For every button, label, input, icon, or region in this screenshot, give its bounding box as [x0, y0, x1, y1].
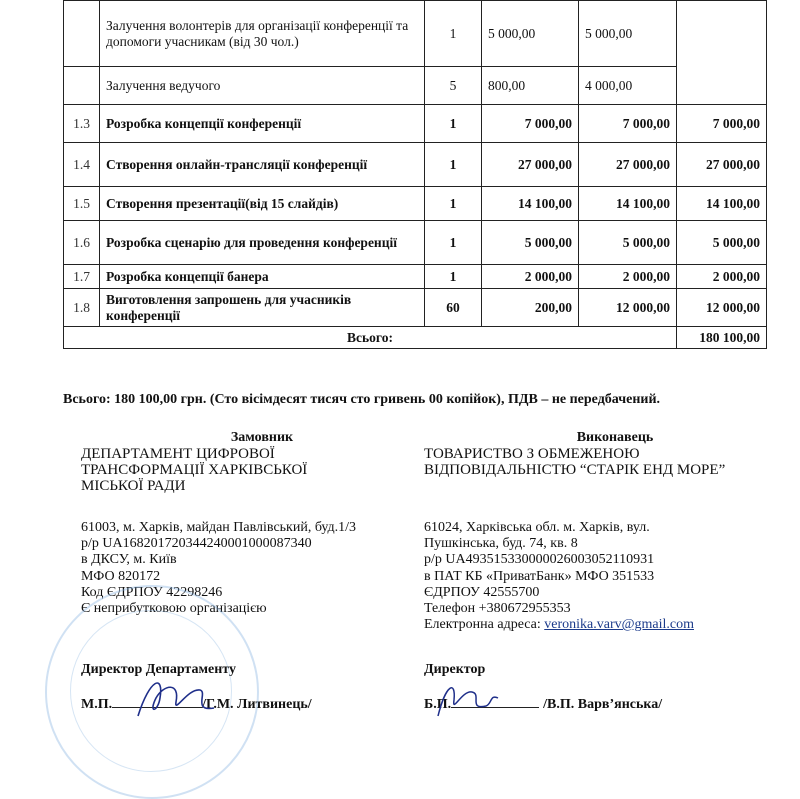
customer-mp: М.П. — [81, 697, 113, 712]
unit-price: 14 100,00 — [482, 187, 579, 221]
item-total: 2 000,00 — [677, 265, 767, 289]
customer-signature-line — [81, 697, 312, 713]
customer-requisites — [81, 520, 356, 617]
table-row — [64, 1, 767, 67]
quantity: 5 — [425, 67, 482, 105]
customer-address: 61003, м. Харків, майдан Павлівський, буд.1/3 — [81, 520, 357, 535]
contractor-phone: Телефон +380672955353 — [424, 601, 571, 617]
service-name: Розробка сценарію для проведення конференції — [100, 221, 425, 265]
contractor-email-line — [424, 617, 694, 633]
contractor-email-link[interactable]: veronika.varv@gmail.com — [544, 617, 694, 633]
contractor-address-2: Пушкінська, буд. 74, кв. 8 — [424, 536, 578, 552]
quantity: 1 — [425, 187, 482, 221]
unit-price: 5 000,00 — [482, 221, 579, 265]
quantity: 60 — [425, 289, 482, 327]
customer-signer: /Г.М. Литвинець/ — [202, 697, 312, 712]
customer-code: Код ЄДРПОУ 42298246 — [81, 584, 223, 600]
table-row — [64, 265, 767, 289]
item-total: 5 000,00 — [677, 221, 767, 265]
contractor-bp: Б.П. — [424, 697, 452, 712]
total-label: Всього: — [64, 327, 677, 349]
unit-price: 800,00 — [482, 67, 579, 105]
row-number: 1.8 — [64, 289, 100, 327]
total-row — [64, 327, 767, 349]
quantity: 1 — [425, 221, 482, 265]
line-sum: 7 000,00 — [579, 105, 677, 143]
contractor-address-1: 61024, Харківська обл. м. Харків, вул. — [424, 520, 650, 535]
unit-price: 27 000,00 — [482, 143, 579, 187]
contractor-account: р/р UA493515330000026003052110931 — [424, 552, 655, 568]
customer-status: Є неприбутковою організацією — [81, 601, 267, 617]
customer-account: р/р UA168201720344240001000087340 — [81, 536, 312, 552]
quantity: 1 — [425, 143, 482, 187]
row-number: 1.5 — [64, 187, 100, 221]
contractor-requisites — [424, 520, 694, 633]
customer-mfo: МФО 820172 — [81, 568, 161, 584]
service-name: Створення презентації(від 15 слайдів) — [100, 187, 425, 221]
row-number — [64, 1, 100, 67]
unit-price: 200,00 — [482, 289, 579, 327]
line-sum: 5 000,00 — [579, 1, 677, 67]
line-sum: 14 100,00 — [579, 187, 677, 221]
line-sum: 2 000,00 — [579, 265, 677, 289]
table-row — [64, 143, 767, 187]
row-number: 1.4 — [64, 143, 100, 187]
contractor-email-label: Електронна адреса: — [424, 617, 545, 633]
official-stamp-inner-ring — [70, 610, 232, 772]
service-name: Розробка концепції банера — [100, 265, 425, 289]
table-row — [64, 105, 767, 143]
line-sum: 5 000,00 — [579, 221, 677, 265]
service-name: Виготовлення запрошень для учасників конференції — [100, 289, 425, 327]
customer-director-title: Директор Департаменту — [81, 662, 236, 677]
service-name: Створення онлайн-трансляції конференції — [100, 143, 425, 187]
contractor-signer: /В.П. Варв’янська/ — [543, 697, 663, 712]
services-table — [63, 0, 767, 349]
row-number: 1.6 — [64, 221, 100, 265]
quantity: 1 — [425, 265, 482, 289]
table-row — [64, 289, 767, 327]
unit-price: 5 000,00 — [482, 1, 579, 67]
service-name: Залучення волонтерів для організації конференції та допомоги учасникам (від 30 чол.) — [100, 1, 425, 67]
quantity: 1 — [425, 105, 482, 143]
unit-price: 2 000,00 — [482, 265, 579, 289]
customer-bank: в ДКСУ, м. Київ — [81, 552, 177, 568]
line-sum: 4 000,00 — [579, 67, 677, 105]
service-name: Залучення ведучого — [100, 67, 425, 105]
contractor-role: Виконавець — [576, 430, 654, 445]
row-number — [64, 67, 100, 105]
contractor-director-title: Директор — [424, 662, 486, 677]
table-row — [64, 221, 767, 265]
line-sum: 27 000,00 — [579, 143, 677, 187]
table-row — [64, 187, 767, 221]
table-row — [64, 67, 767, 105]
item-total: 7 000,00 — [677, 105, 767, 143]
contractor-code: ЄДРПОУ 42555700 — [424, 584, 540, 600]
item-total: 14 100,00 — [677, 187, 767, 221]
total-summary: Всього: 180 100,00 грн. (Сто вісімдесят тисяч сто гривень 00 копійок), ПДВ – не передбачений. — [63, 392, 661, 407]
item-total: 27 000,00 — [677, 143, 767, 187]
contractor-signature-line — [424, 697, 662, 713]
row-number: 1.7 — [64, 265, 100, 289]
unit-price: 7 000,00 — [482, 105, 579, 143]
quantity: 1 — [425, 1, 482, 67]
row-number: 1.3 — [64, 105, 100, 143]
item-total: 12 000,00 — [677, 289, 767, 327]
contractor-name: ТОВАРИСТВО З ОБМЕЖЕНОЮ ВІДПОВІДАЛЬНІСТЮ “СТАРІК ЕНД МОРЕ” — [424, 446, 726, 478]
line-sum: 12 000,00 — [579, 289, 677, 327]
customer-name: ДЕПАРТАМЕНТ ЦИФРОВОЇ ТРАНСФОРМАЦІЇ ХАРКІВСЬКОЇ МІСЬКОЇ РАДИ — [81, 446, 308, 494]
grand-total: 180 100,00 — [677, 327, 767, 349]
item-total — [677, 1, 767, 105]
customer-role: Замовник — [230, 430, 294, 445]
contractor-bank: в ПАТ КБ «ПриватБанк» МФО 351533 — [424, 568, 655, 584]
service-name: Розробка концепції конференції — [100, 105, 425, 143]
